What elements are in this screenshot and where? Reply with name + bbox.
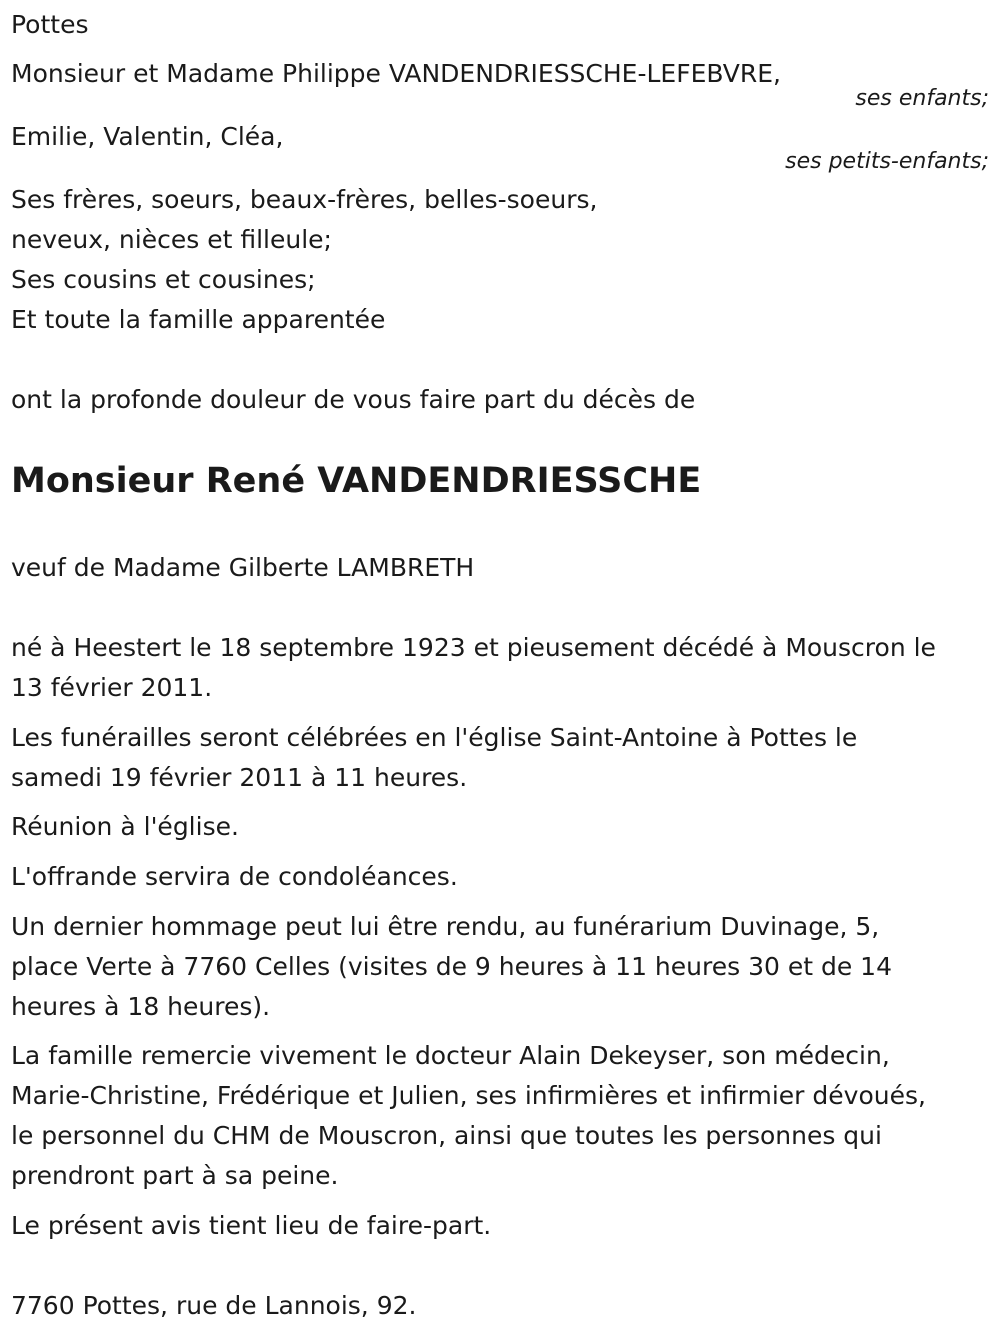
children-role: ses enfants; [855, 86, 989, 111]
thanks-line-1: La famille remercie vivement le docteur Alain Dekeyser, son médecin, [11, 1041, 890, 1070]
siblings-line-1: Ses frères, soeurs, beaux-frères, belles-soeurs, [11, 185, 598, 214]
tribute-line-3: heures à 18 heures). [11, 992, 271, 1021]
grandchildren-names: Emilie, Valentin, Cléa, [11, 122, 284, 151]
relatives-line: Et toute la famille apparentée [11, 305, 386, 334]
notice-line: Le présent avis tient lieu de faire-part. [11, 1211, 492, 1240]
tribute-line-2: place Verte à 7760 Celles (visites de 9 heures à 11 heures 30 et de 14 [11, 952, 892, 981]
children-names: Monsieur et Madame Philippe VANDENDRIESSCHE-LEFEBVRE, [11, 59, 781, 88]
grandchildren-role: ses petits-enfants; [785, 149, 989, 174]
thanks-line-3: le personnel du CHM de Mouscron, ainsi que toutes les personnes qui [11, 1121, 882, 1150]
deceased-name: Monsieur René VANDENDRIESSCHE [11, 461, 702, 501]
tribute-line-1: Un dernier hommage peut lui être rendu, au funérarium Duvinage, 5, [11, 912, 880, 941]
announcement-line: ont la profonde douleur de vous faire part du décès de [11, 385, 696, 414]
thanks-line-4: prendront part à sa peine. [11, 1161, 339, 1190]
thanks-line-2: Marie-Christine, Frédérique et Julien, ses infirmières et infirmier dévoués, [11, 1081, 926, 1110]
meeting-line: Réunion à l'église. [11, 812, 239, 841]
location-heading: Pottes [11, 10, 89, 39]
siblings-line-2: neveux, nièces et filleule; [11, 225, 332, 254]
address-line: 7760 Pottes, rue de Lannois, 92. [11, 1291, 417, 1320]
widow-of-line: veuf de Madame Gilberte LAMBRETH [11, 553, 475, 582]
funeral-line-2: samedi 19 février 2011 à 11 heures. [11, 763, 468, 792]
funeral-line-1: Les funérailles seront célébrées en l'église Saint-Antoine à Pottes le [11, 723, 858, 752]
birth-death-line-2: 13 février 2011. [11, 673, 213, 702]
offering-line: L'offrande servira de condoléances. [11, 862, 458, 891]
cousins-line: Ses cousins et cousines; [11, 265, 316, 294]
birth-death-line-1: né à Heestert le 18 septembre 1923 et pieusement décédé à Mouscron le [11, 633, 936, 662]
